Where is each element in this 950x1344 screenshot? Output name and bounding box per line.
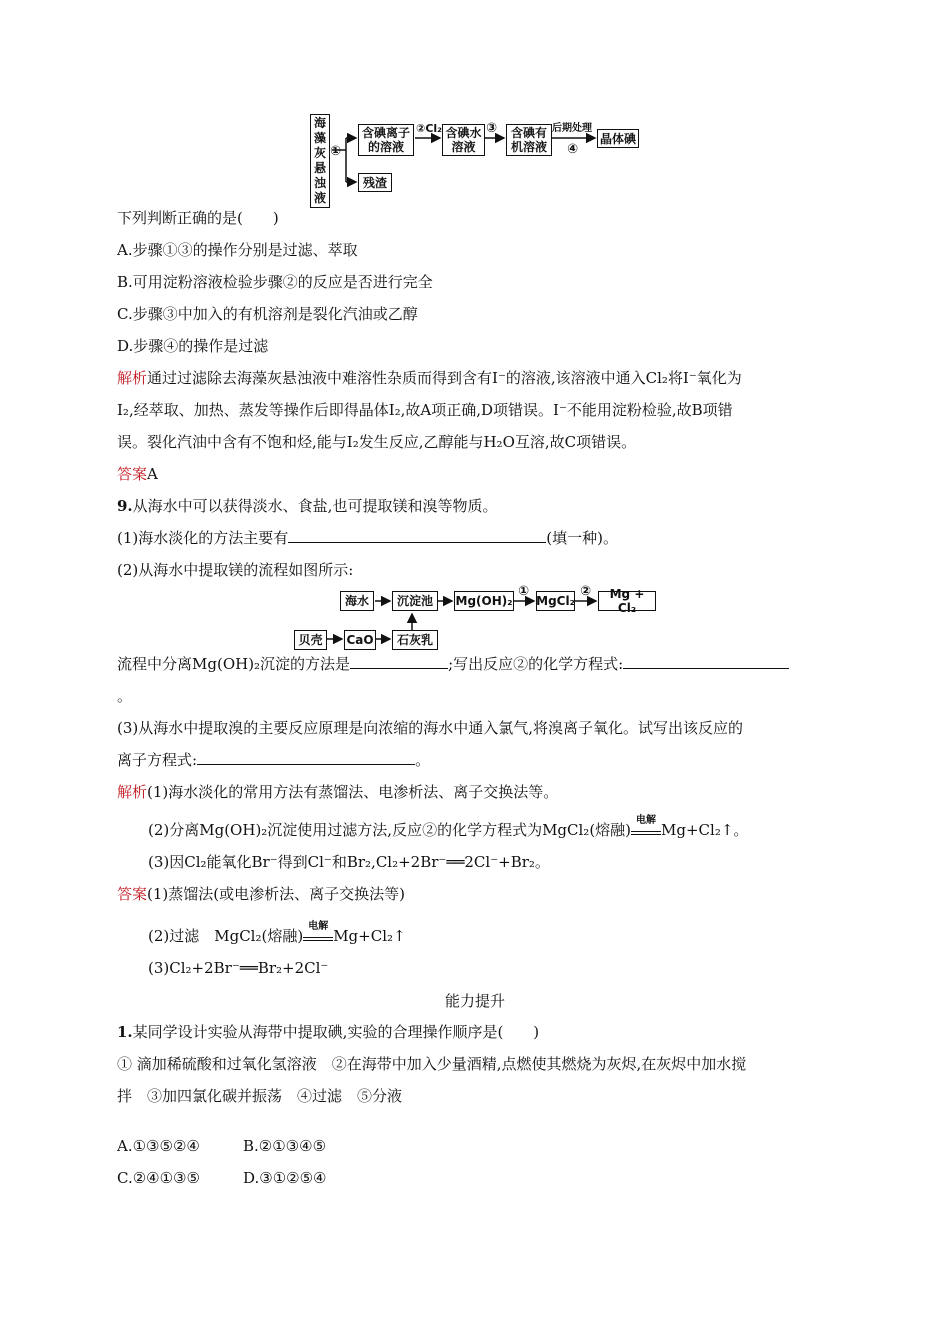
- q1-stem: [117, 1022, 539, 1042]
- q9-part3-line1: (3)从海水中提取溴的主要反应原理是向浓缩的海水中通入氯气,将溴离子氧化。试写出该反应的: [117, 719, 744, 737]
- q9-analysis-2: [148, 815, 749, 840]
- q1-steps-line1: ① 滴加稀硫酸和过氧化氢溶液 ②在海带中加入少量酒精,点燃使其燃烧为灰烬,在灰烬中加水搅: [117, 1055, 747, 1073]
- crystal-iodine-box: 晶体碘: [597, 129, 639, 148]
- q9-part3-line2: [117, 750, 430, 770]
- iodine-water-box: [442, 124, 485, 156]
- q1-option-d[interactable]: D.③①②⑤④: [243, 1169, 327, 1187]
- products-box: Mg + Cl₂: [598, 591, 656, 611]
- mg-hydroxide-box: Mg(OH)₂: [454, 591, 514, 611]
- box-line: 机溶液: [510, 140, 547, 154]
- analysis-text: Mg+Cl₂↑。: [661, 821, 749, 839]
- box-line: 含碘离子: [361, 126, 410, 140]
- electrolysis-condition: [303, 921, 333, 941]
- answer-text: (2)过滤 MgCl₂(熔融): [148, 927, 304, 945]
- step1-label: ①: [518, 584, 530, 599]
- magnesium-flow-diagram: [290, 584, 670, 654]
- q9-answer-3: (3)Cl₂+2Br⁻══Br₂+2Cl⁻: [148, 959, 329, 977]
- answer-text: Mg+Cl₂↑: [333, 927, 406, 945]
- step2-label: ②: [580, 584, 592, 599]
- answer-blank[interactable]: [288, 528, 546, 543]
- q9-part1: [117, 528, 618, 548]
- q1-options-row2: [117, 1168, 327, 1188]
- cao-box: CaO: [344, 630, 376, 650]
- section-heading: 能力提升: [444, 992, 505, 1010]
- q9-part2-question: [117, 654, 789, 674]
- settling-tank-box: 沉淀池: [392, 591, 438, 611]
- source-char: 浊: [313, 176, 326, 190]
- q9-stem: [117, 496, 497, 516]
- shell-box: 贝壳: [294, 630, 327, 650]
- condition-text: 电解: [636, 815, 657, 826]
- q9-part2-end: 。: [117, 687, 133, 705]
- question-text: 从海水中可以获得淡水、食盐,也可提取镁和溴等物质。: [132, 497, 498, 515]
- electrolysis-condition: [631, 815, 661, 835]
- q1-options-row1: [117, 1136, 326, 1156]
- q8-answer: [117, 464, 158, 484]
- q8-analysis-line3: 误。裂化汽油中含有不饱和烃,能与I₂发生反应,乙醇能与H₂O互溶,故C项错误。: [117, 433, 637, 451]
- answer-blank[interactable]: [350, 654, 448, 669]
- source-char: 海: [313, 116, 326, 130]
- iodine-organic-box: [506, 124, 552, 156]
- seawater-box: 海水: [340, 591, 374, 611]
- q9-answer-1: [117, 884, 405, 904]
- question-number: 1.: [117, 1023, 133, 1041]
- lime-milk-box: 石灰乳: [392, 630, 438, 650]
- analysis-label: 解析: [117, 369, 148, 387]
- q1-option-b[interactable]: B.②①③④⑤: [243, 1137, 327, 1155]
- q1-option-a[interactable]: A.①③⑤②④: [117, 1137, 200, 1155]
- answer-blank[interactable]: [197, 750, 415, 765]
- analysis-label: 解析: [117, 783, 148, 801]
- answer-label: 答案: [117, 885, 148, 903]
- part2-text: 流程中分离Mg(OH)₂沉淀的方法是: [117, 655, 351, 673]
- step4-top-label: 后期处理: [552, 123, 592, 134]
- iodide-solution-box: [358, 124, 414, 156]
- source-box: [310, 114, 330, 208]
- answer-value: A: [147, 465, 158, 483]
- step3-label: ③: [486, 121, 498, 136]
- iodine-flow-diagram: [300, 110, 660, 210]
- answer-label: 答案: [117, 465, 148, 483]
- step4-label: ④: [567, 142, 579, 157]
- condition-text: 电解: [308, 921, 329, 932]
- analysis-text: (1)海水淡化的常用方法有蒸馏法、电渗析法、离子交换法等。: [147, 783, 559, 801]
- source-char: 藻: [313, 131, 326, 145]
- question-text: 某同学设计实验从海带中提取碘,实验的合理操作顺序是( ): [132, 1023, 540, 1041]
- q9-answer-2: [148, 921, 406, 946]
- source-char: 液: [313, 191, 326, 205]
- residue-box: 残渣: [358, 173, 392, 192]
- q8-option-d[interactable]: D.步骤④的操作是过滤: [117, 337, 269, 355]
- q9-analysis-3: (3)因Cl₂能氧化Br⁻得到Cl⁻和Br₂,Cl₂+2Br⁻══2Cl⁻+Br₂。: [148, 853, 550, 871]
- q9-analysis-1: [117, 782, 558, 802]
- mg-chloride-box: MgCl₂: [536, 591, 575, 611]
- q8-analysis-line2: I₂,经萃取、加热、蒸发等操作后即得晶体I₂,故A项正确,D项错误。I⁻不能用淀粉检验,故B项错: [117, 401, 733, 419]
- q8-option-a[interactable]: A.步骤①③的操作分别是过滤、萃取: [117, 241, 358, 259]
- source-char: 灰: [313, 146, 326, 160]
- step1-label: ①: [330, 144, 342, 159]
- part1-tail: (填一种)。: [546, 529, 618, 547]
- answer-blank[interactable]: [623, 654, 789, 669]
- part2-mid: ;写出反应②的化学方程式:: [448, 655, 624, 673]
- question-number: 9.: [117, 497, 133, 515]
- box-line: 溶液: [451, 140, 476, 154]
- box-line: 含碘有: [510, 126, 547, 140]
- source-char: 悬: [313, 161, 326, 175]
- analysis-text: 通过过滤除去海藻灰悬浊液中难溶性杂质而得到含有I⁻的溶液,该溶液中通入Cl₂将I⁻氧化为: [147, 369, 742, 387]
- part1-text: (1)海水淡化的方法主要有: [117, 529, 289, 547]
- q1-steps-line2: 拌 ③加四氯化碳并振荡 ④过滤 ⑤分液: [117, 1087, 403, 1105]
- part3-end: 。: [415, 751, 431, 769]
- q8-option-c[interactable]: C.步骤③中加入的有机溶剂是裂化汽油或乙醇: [117, 305, 418, 323]
- box-line: 的溶液: [367, 140, 404, 154]
- q8-stem: 下列判断正确的是( ): [117, 209, 279, 227]
- box-line: 含碘水: [445, 126, 482, 140]
- part3-text: 离子方程式:: [117, 751, 198, 769]
- q1-option-c[interactable]: C.②④①③⑤: [117, 1169, 200, 1187]
- q9-part2: (2)从海水中提取镁的流程如图所示:: [117, 561, 354, 579]
- answer-text: (1)蒸馏法(或电渗析法、离子交换法等): [147, 885, 405, 903]
- analysis-text: (2)分离Mg(OH)₂沉淀使用过滤方法,反应②的化学方程式为MgCl₂(熔融): [148, 821, 632, 839]
- q8-analysis-line1: [117, 368, 742, 388]
- q8-option-b[interactable]: B.可用淀粉溶液检验步骤②的反应是否进行完全: [117, 273, 433, 291]
- step2-label: ②Cl₂: [416, 122, 442, 135]
